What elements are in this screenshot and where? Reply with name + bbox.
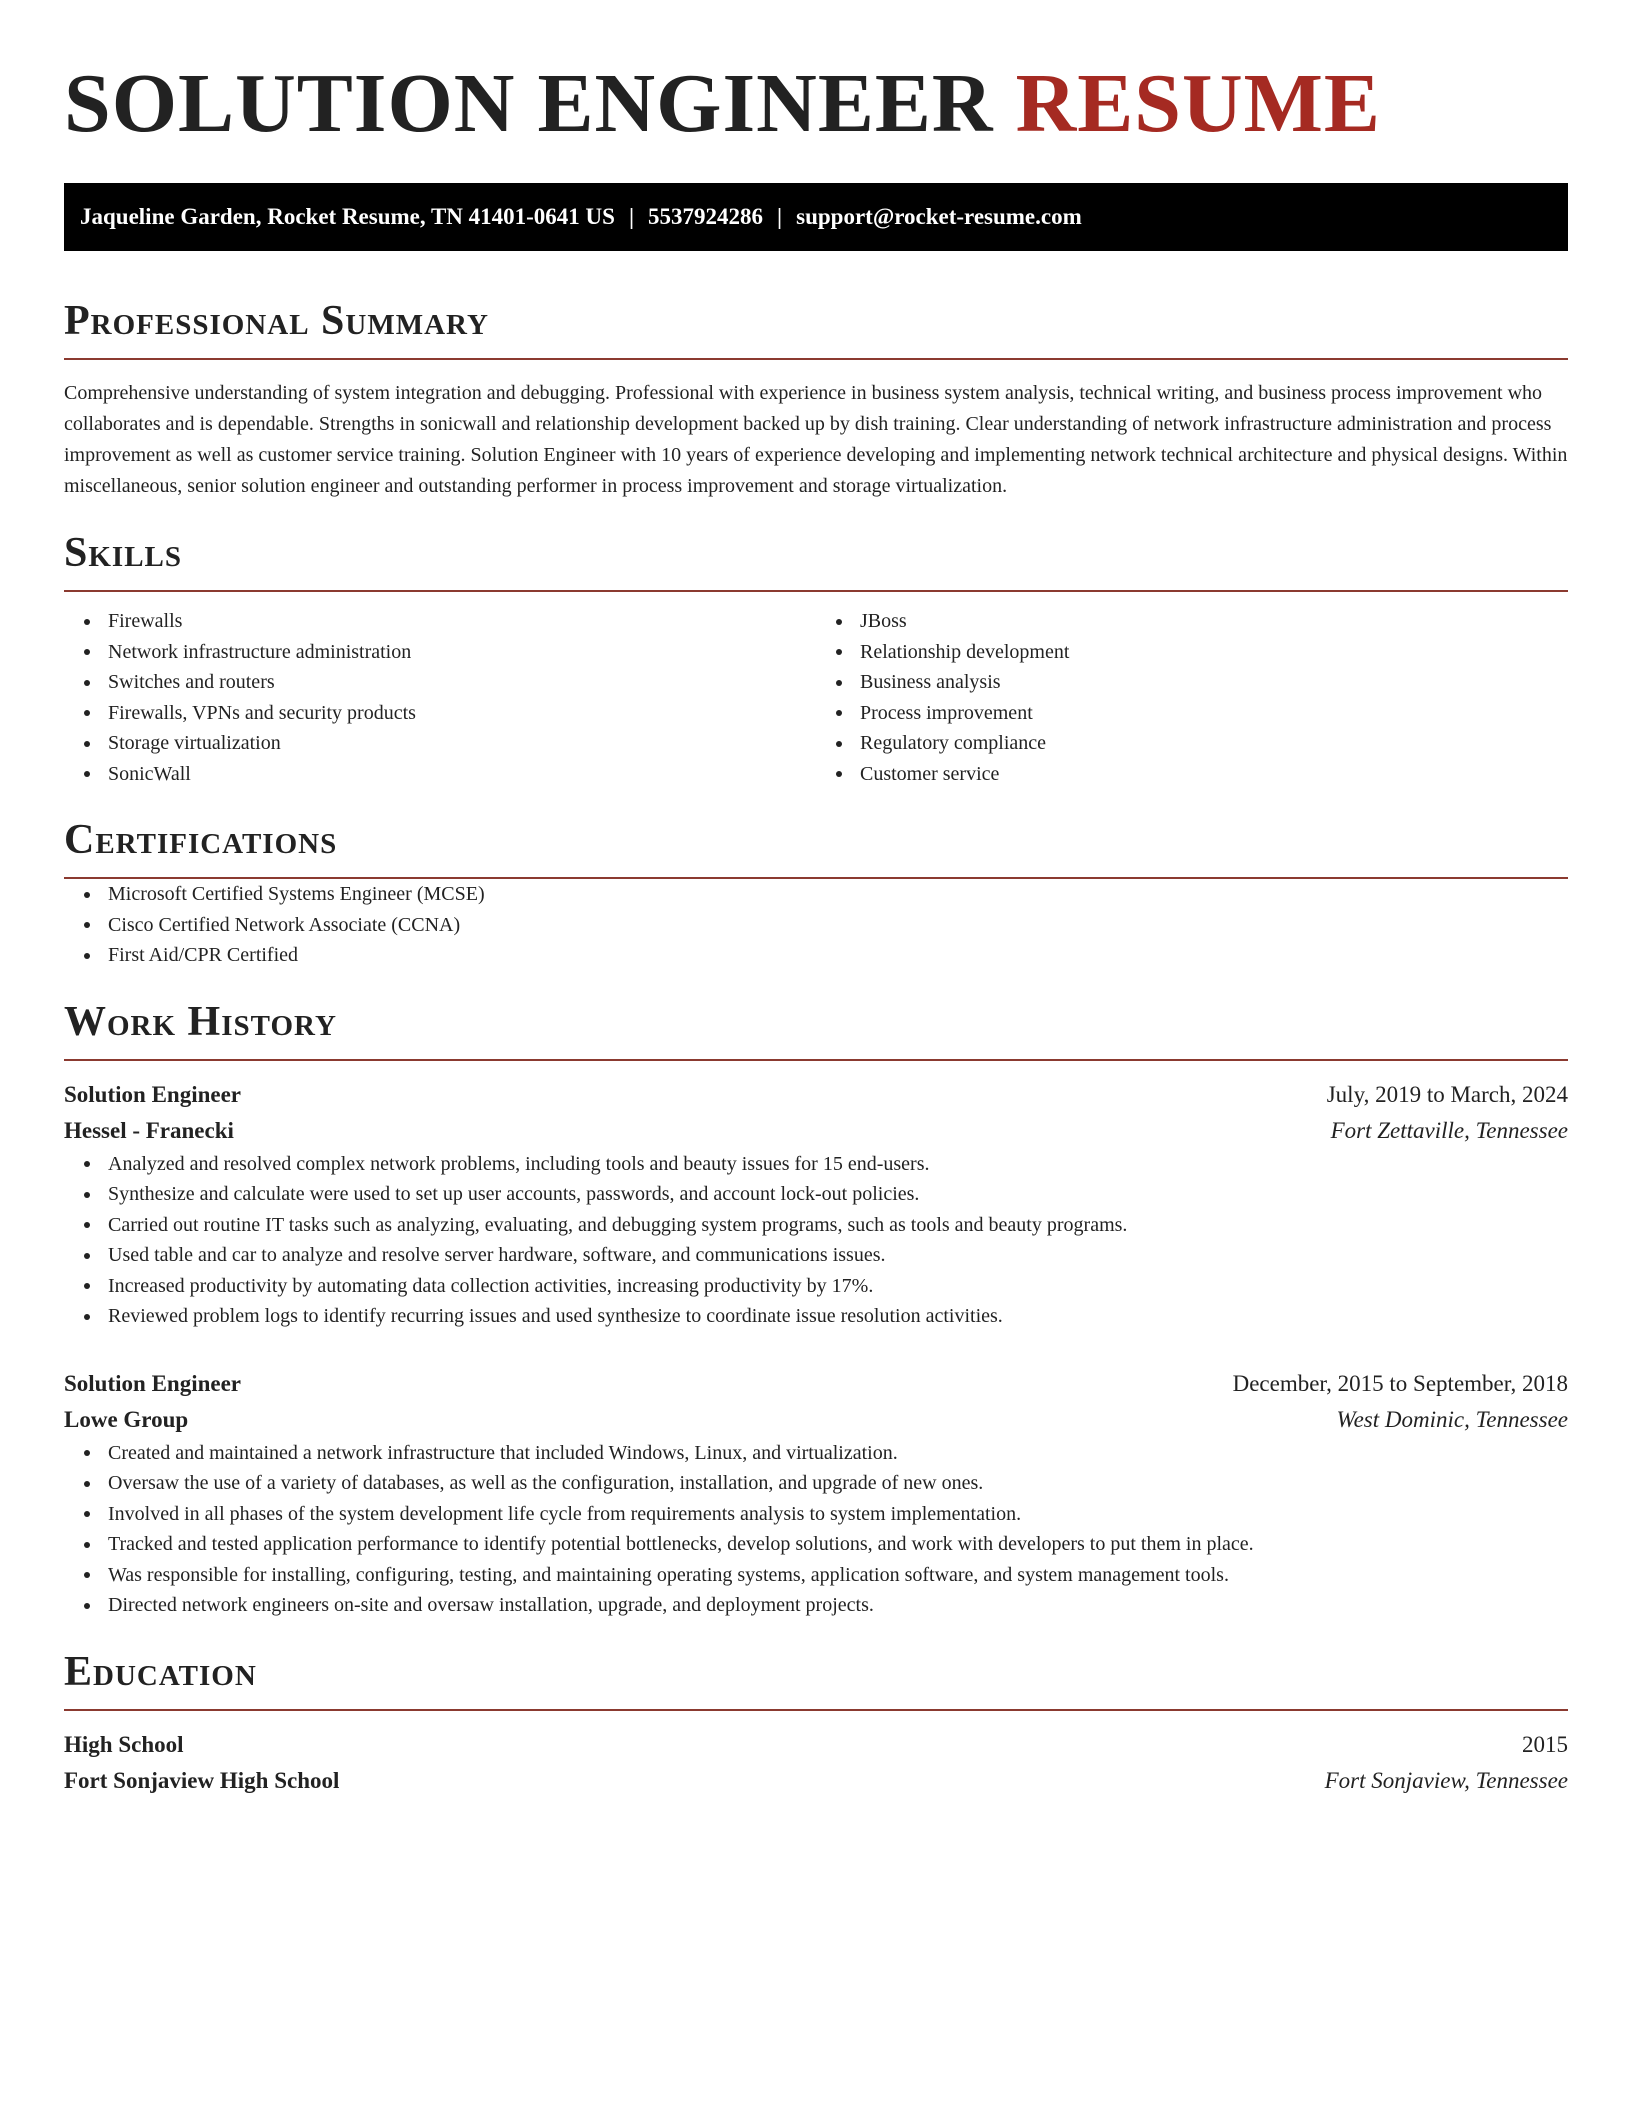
certification-item: Cisco Certified Network Associate (CCNA) — [64, 910, 1568, 941]
skill-item: Customer service — [816, 759, 1568, 790]
job-company-row — [64, 1402, 1568, 1438]
job-location: Fort Zettaville, Tennessee — [1330, 1117, 1568, 1143]
education-entry — [64, 1727, 1568, 1799]
section-divider — [64, 1709, 1568, 1711]
section-divider — [64, 1059, 1568, 1061]
contact-separator: | — [777, 204, 783, 229]
job-dates: December, 2015 to September, 2018 — [1232, 1370, 1568, 1396]
title-accent: RESUME — [1015, 57, 1381, 150]
contact-address: Jaqueline Garden, Rocket Resume, TN 41401-0641 US — [80, 204, 615, 229]
skill-item: Process improvement — [816, 698, 1568, 729]
job-dates: July, 2019 to March, 2024 — [1326, 1081, 1568, 1107]
skills-list-right — [816, 606, 1568, 789]
job-duty-item: Increased productivity by automating data collection activities, increasing productivity by 17%. — [64, 1271, 1568, 1302]
skill-item: Firewalls — [64, 606, 816, 637]
education-location: Fort Sonjaview, Tennessee — [1324, 1767, 1568, 1793]
job-duty-item: Tracked and tested application performance to identify potential bottlenecks, develop solutions, and work with developers to put them in place. — [64, 1529, 1568, 1560]
contact-phone: 5537924286 — [648, 204, 764, 229]
certification-item: First Aid/CPR Certified — [64, 940, 1568, 971]
skill-item: Relationship development — [816, 637, 1568, 668]
skill-item: Firewalls, VPNs and security products — [64, 698, 816, 729]
job-duty-item: Involved in all phases of the system development life cycle from requirements analysis to system implementation. — [64, 1499, 1568, 1530]
job-duties-list — [64, 1149, 1568, 1332]
job-duty-item: Analyzed and resolved complex network problems, including tools and beauty issues for 15 end-users. — [64, 1149, 1568, 1180]
job-entry — [64, 1366, 1568, 1621]
education-school-row — [64, 1763, 1568, 1799]
education-section — [64, 1647, 1568, 1799]
job-duty-item: Was responsible for installing, configuring, testing, and maintaining operating systems, application software, and system management tools. — [64, 1560, 1568, 1591]
certifications-heading: Certifications — [64, 817, 338, 863]
education-year: 2015 — [1522, 1731, 1568, 1757]
skill-item: Storage virtualization — [64, 728, 816, 759]
skill-item: Business analysis — [816, 667, 1568, 698]
job-company-row — [64, 1113, 1568, 1149]
skills-section — [64, 528, 1568, 789]
contact-email: support@rocket-resume.com — [796, 204, 1082, 229]
skill-item: JBoss — [816, 606, 1568, 637]
job-company: Lowe Group — [64, 1406, 189, 1432]
job-duty-item: Synthesize and calculate were used to set up user accounts, passwords, and account lock-out policies. — [64, 1179, 1568, 1210]
job-header-row — [64, 1366, 1568, 1402]
contact-separator: | — [628, 204, 635, 229]
job-duty-item: Reviewed problem logs to identify recurring issues and used synthesize to coordinate issue resolution activities. — [64, 1301, 1568, 1332]
skills-columns — [64, 606, 1568, 789]
job-duty-item: Directed network engineers on-site and oversaw installation, upgrade, and deployment projects. — [64, 1590, 1568, 1621]
job-company: Hessel - Franecki — [64, 1117, 234, 1143]
skill-item: Switches and routers — [64, 667, 816, 698]
education-degree-row — [64, 1727, 1568, 1763]
job-duty-item: Carried out routine IT tasks such as analyzing, evaluating, and debugging system programs, such as tools and beauty programs. — [64, 1210, 1568, 1241]
education-heading: Education — [64, 1648, 257, 1695]
title-main: SOLUTION ENGINEER — [64, 57, 994, 150]
job-duty-item: Created and maintained a network infrastructure that included Windows, Linux, and virtualization. — [64, 1438, 1568, 1469]
skill-item: Network infrastructure administration — [64, 637, 816, 668]
education-degree: High School — [64, 1731, 184, 1757]
skills-column-left — [64, 606, 816, 789]
skills-column-right — [816, 606, 1568, 789]
job-title: Solution Engineer — [64, 1370, 242, 1396]
section-divider — [64, 590, 1568, 592]
job-duties-list — [64, 1438, 1568, 1621]
certification-item: Microsoft Certified Systems Engineer (MCSE) — [64, 879, 1568, 910]
job-entry — [64, 1077, 1568, 1332]
certifications-list — [64, 879, 1568, 971]
skills-list-left — [64, 606, 816, 789]
job-duty-item: Used table and car to analyze and resolve server hardware, software, and communications issues. — [64, 1240, 1568, 1271]
skill-item: Regulatory compliance — [816, 728, 1568, 759]
job-location: West Dominic, Tennessee — [1336, 1406, 1568, 1432]
section-divider — [64, 358, 1568, 360]
work-history-heading: Work History — [64, 998, 337, 1045]
job-header-row — [64, 1077, 1568, 1113]
summary-text: Comprehensive understanding of system integration and debugging. Professional with experience in business system analysis, technical writing, and business process improvement who collaborates and is dependable. Strengths in sonicwall and relationship development backed up by dish training. Clear understanding of network infrastructure administration and process improvement as well as customer service training. Solution Engineer with 10 years of experience developing and implementing network technical architecture and physical designs. Within miscellaneous, senior solution engineer and outstanding performer in process improvement and storage virtualization. — [64, 382, 1568, 497]
job-title: Solution Engineer — [64, 1081, 242, 1107]
skill-item: SonicWall — [64, 759, 816, 790]
summary-heading: Professional Summary — [64, 298, 489, 344]
contact-bar — [64, 183, 1568, 251]
job-duty-item: Oversaw the use of a variety of databases, as well as the configuration, installation, and upgrade of new ones. — [64, 1468, 1568, 1499]
certifications-section — [64, 815, 1568, 971]
summary-section — [64, 296, 1568, 502]
resume-title — [64, 57, 1568, 150]
education-school: Fort Sonjaview High School — [64, 1767, 340, 1793]
skills-heading: Skills — [64, 530, 183, 576]
work-history-section — [64, 997, 1568, 1621]
